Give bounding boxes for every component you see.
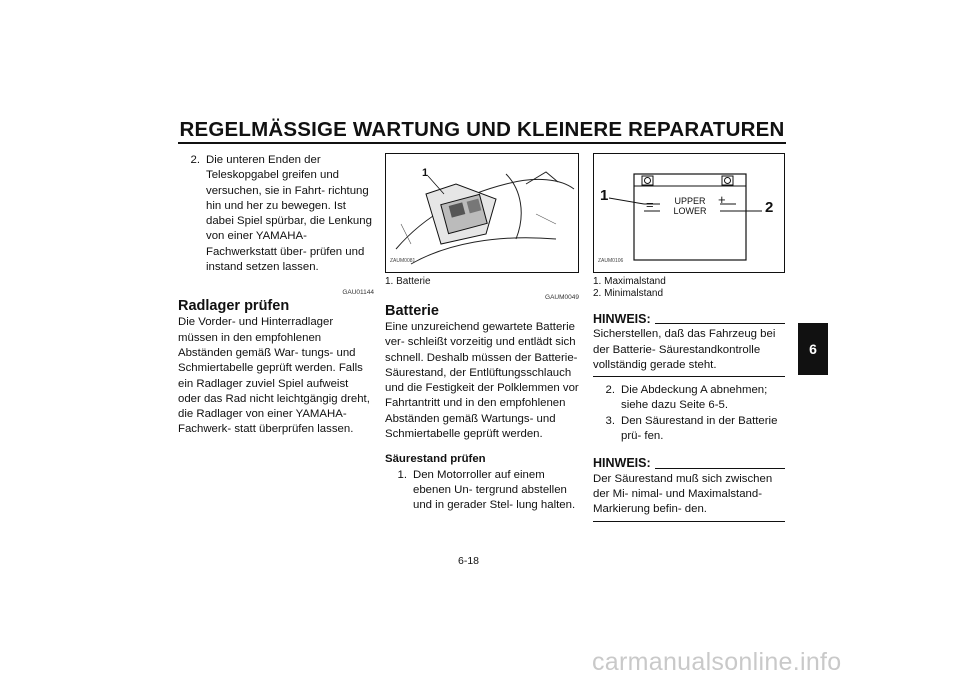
body-text: Eine unzureichend gewartete Batterie ver- schleißt vorzeitig und entlädt sich schnell. Deshalb müssen der Batterie-Säurestand, der Entlüftungsschlauch und die Festigkeit der Polklemmen vor Fahrtantritt und in den empfohlenen Abständen gemäß Wartungs- und Schmiertabelle geprüft werden. [385,321,579,441]
list-item-text: Den Motorroller auf einem ebenen Un- tergrund abstellen und in gerader Stel- lung halten. [413,468,576,512]
list-item-text: Die Abdeckung A abnehmen; siehe dazu Seite 6-5. [621,384,768,412]
figure-code: ZAUM0081 [390,257,416,264]
list-item [385,468,579,514]
column-middle [385,153,579,514]
figure-code: ZAUM0106 [598,257,624,264]
figure-callout-1: 1 [600,187,609,204]
figure-battery-location [385,153,579,273]
subheading-saeurestand: Säurestand prüfen [385,453,486,466]
section-code: GAU01144 [342,289,374,297]
section-heading-batterie: Batterie [385,303,439,319]
list-item-text: Den Säurestand in der Batterie prü- fen. [621,414,778,443]
list-item-number: 1. [397,468,407,481]
figure-caption: 1. Batterie [385,276,431,287]
list-item-text: Die unteren Enden der Teleskopgabel greifen und versuchen, sie in Fahrt- richtung hin und her zu bewegen. Ist dabei Spiel spürbar, die Lenkung von einer YAMAHA-Fachwerkstatt über- prüfen und instand setzen lassen. [206,154,372,274]
figure-caption: 1. Maximalstand [593,276,666,287]
figure-callout-1: 1 [422,167,429,179]
note-heading-label: HINWEIS: [593,456,651,471]
page-header-title: REGELMÄSSIGE WARTUNG UND KLEINERE REPARATUREN [179,118,785,141]
body-text: Die Vorder- und Hinterradlager müssen in den empfohlenen Abständen gemäß War- tungs- und Schmiertabelle geprüft werden. Falls ein Radlager zuviel Spiel aufweist oder das Rad nicht leichtgängig dreht, die Radlager von einer YAMAHA-Fachwerk- statt überprüfen lassen. [178,316,370,436]
list-item-number: 3. [605,414,615,427]
column-right [593,153,785,528]
list-item-number: 2. [190,154,200,166]
note-heading-label: HINWEIS: [593,312,651,326]
minus-sign-icon: + [718,192,726,207]
note-text: Sicherstellen, daß das Fahrzeug bei der Batterie- Säurestandkontrolle vollständig gerade steht. [593,327,785,377]
list-item-number: 2. [605,384,615,397]
note-text: Der Säurestand muß sich zwischen der Mi- nimal- und Maximalstand-Markierung befin- den. [593,472,785,522]
figure-battery-level [593,153,785,273]
figure-caption: 2. Minimalstand [593,288,664,299]
list-item [593,383,785,414]
plus-sign-icon: = [646,197,654,212]
page-number: 6-18 [458,555,480,567]
section-code: GAUM0049 [545,294,579,301]
header-rule [178,142,786,144]
note-heading [593,312,785,327]
note-rule [655,323,785,324]
list-item [593,414,785,445]
note-rule [655,468,785,469]
column-left [178,153,374,438]
chapter-tab: 6 [798,323,828,375]
list-item [178,153,374,275]
lower-label: LOWER [673,206,707,216]
note-heading [593,456,785,471]
upper-label: UPPER [674,196,706,206]
section-heading-radlager: Radlager prüfen [178,298,290,315]
figure-callout-2: 2 [765,199,774,216]
watermark: carmanualsonline.info [592,648,842,676]
